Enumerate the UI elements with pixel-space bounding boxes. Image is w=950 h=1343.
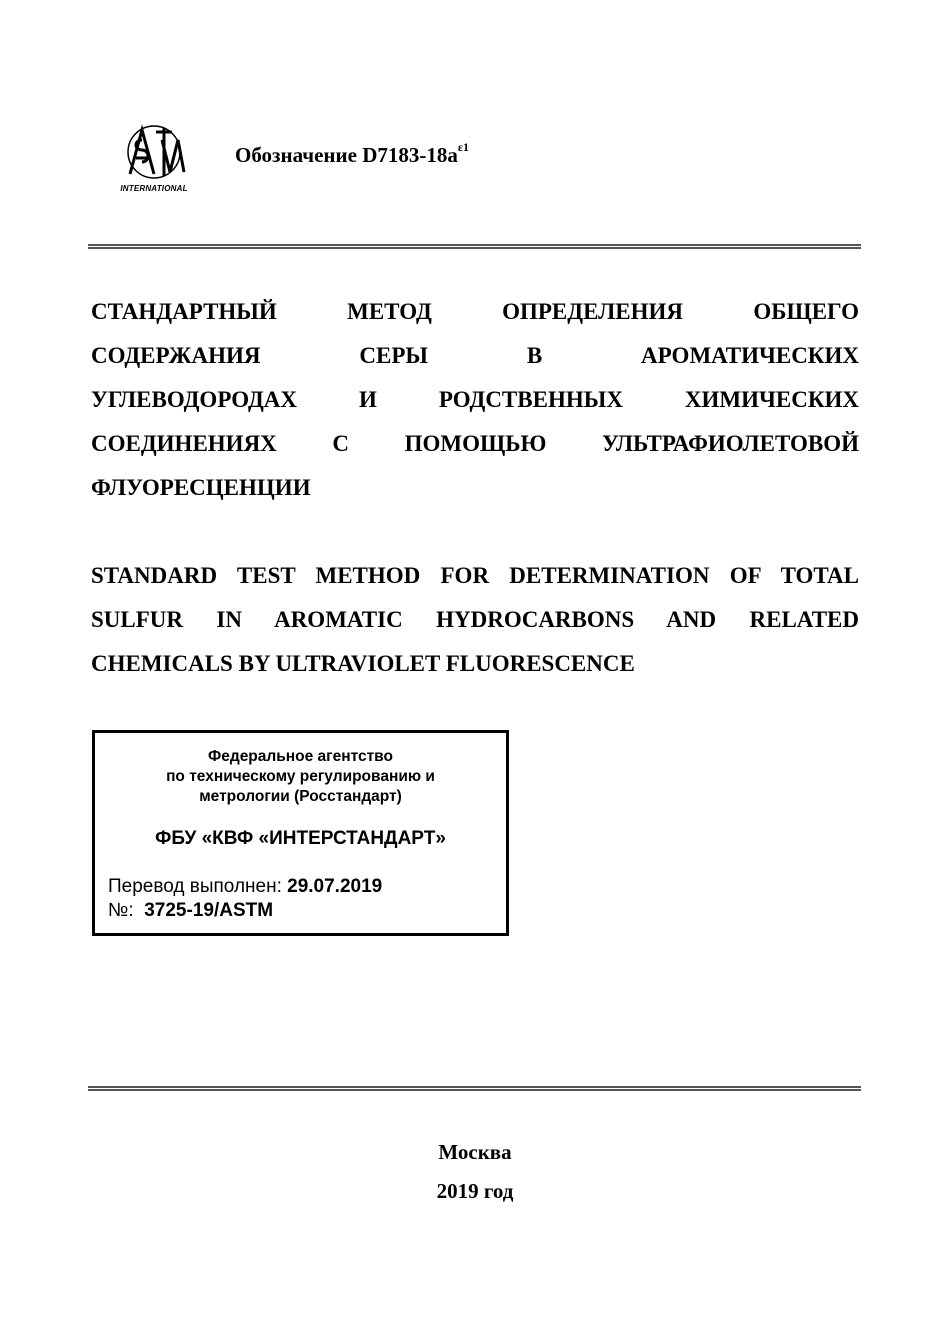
- title-en-line: STANDARD TEST METHOD FOR DETERMINATION OF TOTAL: [91, 563, 859, 588]
- designation-superscript: ε1: [457, 140, 469, 154]
- agency-line: Федеральное агентство: [208, 748, 393, 765]
- logo-text: INTERNATIONAL: [120, 184, 188, 193]
- title-en-line: CHEMICALS BY ULTRAVIOLET FLUORESCENCE: [91, 651, 635, 676]
- title-ru-line: ФЛУОРЕСЦЕНЦИИ: [91, 475, 311, 500]
- translation-date: 29.07.2019: [287, 876, 383, 897]
- agency-line: метрологии (Росстандарт): [199, 788, 402, 805]
- astm-emblem-icon: [112, 122, 196, 184]
- designation: [235, 140, 469, 168]
- year: 2019 год: [436, 1179, 514, 1203]
- bottom-divider: [88, 1086, 861, 1091]
- title-ru-line: УГЛЕВОДОРОДАХ И РОДСТВЕННЫХ ХИМИЧЕСКИХ: [91, 387, 859, 412]
- agency-name: [95, 747, 506, 807]
- translation-info: [108, 875, 382, 923]
- title-en-line: SULFUR IN AROMATIC HYDROCARBONS AND RELATED: [91, 607, 859, 632]
- title-russian: [91, 290, 859, 510]
- astm-logo: [112, 122, 196, 194]
- translation-stamp: [92, 730, 509, 936]
- translation-label: Перевод выполнен:: [108, 876, 282, 897]
- title-ru-line: СОДЕРЖАНИЯ СЕРЫ В АРОМАТИЧЕСКИХ: [91, 343, 859, 368]
- translation-number: 3725-19/ASTM: [144, 900, 274, 921]
- designation-label: Обозначение D7183-18a: [235, 143, 458, 167]
- title-english: [91, 554, 859, 686]
- top-divider: [88, 244, 861, 249]
- city: Москва: [438, 1140, 512, 1164]
- agency-line: по техническому регулированию и: [166, 768, 435, 785]
- organization-name: ФБУ «КВФ «ИНТЕРСТАНДАРТ»: [155, 828, 446, 849]
- title-ru-line: СТАНДАРТНЫЙ МЕТОД ОПРЕДЕЛЕНИЯ ОБЩЕГО: [91, 299, 859, 324]
- number-label: №:: [108, 900, 134, 921]
- title-ru-line: СОЕДИНЕНИЯХ С ПОМОЩЬЮ УЛЬТРАФИОЛЕТОВОЙ: [91, 431, 859, 456]
